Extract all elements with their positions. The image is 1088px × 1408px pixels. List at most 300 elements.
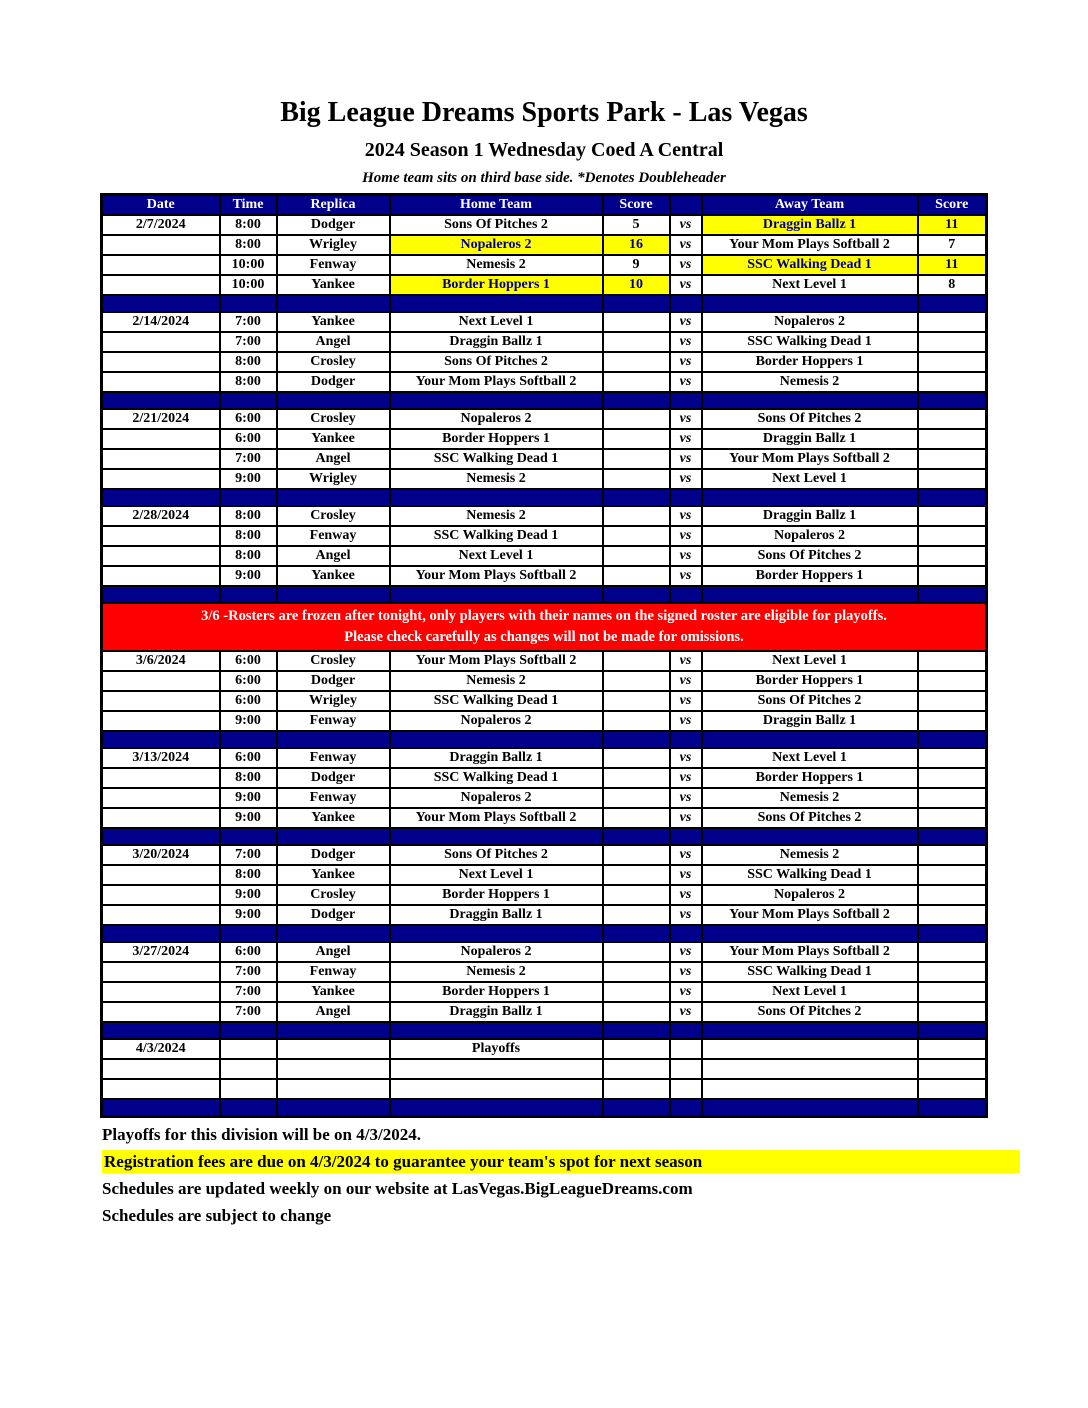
playoffs-note: Playoffs for this division will be on 4/3/2024. xyxy=(102,1124,421,1144)
separator-cell xyxy=(603,828,670,845)
vs-cell: vs xyxy=(670,808,702,828)
separator-cell xyxy=(670,828,702,845)
separator-cell xyxy=(277,489,390,506)
time-cell xyxy=(220,1079,277,1099)
home-score-cell xyxy=(603,352,670,372)
replica-cell: Angel xyxy=(277,546,390,566)
separator-cell xyxy=(918,731,987,748)
game-row xyxy=(102,469,987,489)
game-row xyxy=(102,982,987,1002)
vs-cell: vs xyxy=(670,409,702,429)
replica-cell: Dodger xyxy=(277,905,390,925)
time-cell: 6:00 xyxy=(220,942,277,962)
vs-cell: vs xyxy=(670,962,702,982)
replica-cell: Crosley xyxy=(277,506,390,526)
away-team-cell: Your Mom Plays Softball 2 xyxy=(702,905,918,925)
replica-cell: Fenway xyxy=(277,255,390,275)
vs-cell: vs xyxy=(670,312,702,332)
home-score-cell xyxy=(603,332,670,352)
away-score-cell xyxy=(918,469,987,489)
away-team-cell: Your Mom Plays Softball 2 xyxy=(702,235,918,255)
date-cell: 3/6/2024 xyxy=(102,651,220,671)
home-score-cell xyxy=(603,546,670,566)
time-cell: 6:00 xyxy=(220,651,277,671)
home-score-cell xyxy=(603,1039,670,1059)
home-team-cell: SSC Walking Dead 1 xyxy=(390,526,603,546)
away-team-cell: Draggin Ballz 1 xyxy=(702,429,918,449)
away-team-cell: SSC Walking Dead 1 xyxy=(702,255,918,275)
separator-cell xyxy=(390,392,603,409)
away-score-cell xyxy=(918,808,987,828)
separator-cell xyxy=(390,828,603,845)
game-row xyxy=(102,526,987,546)
away-team-cell: Next Level 1 xyxy=(702,275,918,295)
separator-cell xyxy=(918,586,987,603)
date-cell xyxy=(102,962,220,982)
vs-cell: vs xyxy=(670,352,702,372)
away-team-cell: Border Hoppers 1 xyxy=(702,352,918,372)
separator-cell xyxy=(702,1022,918,1039)
game-row xyxy=(102,1039,987,1059)
vs-cell: vs xyxy=(670,449,702,469)
time-cell: 7:00 xyxy=(220,845,277,865)
home-team-cell: Nemesis 2 xyxy=(390,255,603,275)
vs-cell xyxy=(670,1079,702,1099)
time-cell: 9:00 xyxy=(220,788,277,808)
replica-cell: Yankee xyxy=(277,312,390,332)
vs-cell: vs xyxy=(670,788,702,808)
home-team-cell: Nopaleros 2 xyxy=(390,235,603,255)
separator-cell xyxy=(670,586,702,603)
time-cell: 7:00 xyxy=(220,1002,277,1022)
time-cell xyxy=(220,1059,277,1079)
home-team-cell: Your Mom Plays Softball 2 xyxy=(390,372,603,392)
date-cell xyxy=(102,982,220,1002)
vs-cell: vs xyxy=(670,1002,702,1022)
game-row xyxy=(102,546,987,566)
separator-cell xyxy=(603,925,670,942)
game-row xyxy=(102,962,987,982)
date-cell xyxy=(102,1079,220,1099)
replica-cell xyxy=(277,1079,390,1099)
date-cell xyxy=(102,352,220,372)
date-cell xyxy=(102,469,220,489)
schedule-header-row xyxy=(102,194,987,215)
col-header-time: Time xyxy=(220,194,277,215)
separator-cell xyxy=(220,925,277,942)
separator-cell xyxy=(277,925,390,942)
home-score-cell: 16 xyxy=(603,235,670,255)
away-team-cell: Sons Of Pitches 2 xyxy=(702,808,918,828)
home-team-cell: Playoffs xyxy=(390,1039,603,1059)
home-score-cell xyxy=(603,651,670,671)
page-title: Big League Dreams Sports Park - Las Vegas xyxy=(280,97,808,128)
home-team-cell: Border Hoppers 1 xyxy=(390,429,603,449)
home-score-cell xyxy=(603,768,670,788)
home-team-cell xyxy=(390,1059,603,1079)
replica-cell: Angel xyxy=(277,449,390,469)
separator-row xyxy=(102,925,987,942)
time-cell: 8:00 xyxy=(220,235,277,255)
time-cell: 6:00 xyxy=(220,691,277,711)
date-cell: 3/27/2024 xyxy=(102,942,220,962)
date-cell xyxy=(102,1002,220,1022)
home-score-cell xyxy=(603,409,670,429)
game-row xyxy=(102,808,987,828)
away-team-cell: Nemesis 2 xyxy=(702,845,918,865)
replica-cell: Wrigley xyxy=(277,691,390,711)
date-cell xyxy=(102,255,220,275)
separator-cell xyxy=(670,731,702,748)
away-score-cell: 7 xyxy=(918,235,987,255)
away-score-cell xyxy=(918,768,987,788)
home-score-cell xyxy=(603,526,670,546)
time-cell: 7:00 xyxy=(220,449,277,469)
time-cell: 7:00 xyxy=(220,962,277,982)
separator-cell xyxy=(702,586,918,603)
date-cell: 2/21/2024 xyxy=(102,409,220,429)
website-note: Schedules are updated weekly on our website at LasVegas.BigLeagueDreams.com xyxy=(102,1179,693,1199)
separator-cell xyxy=(220,731,277,748)
home-team-cell: Nemesis 2 xyxy=(390,962,603,982)
away-score-cell xyxy=(918,312,987,332)
home-score-cell xyxy=(603,429,670,449)
away-score-cell xyxy=(918,372,987,392)
separator-cell xyxy=(390,295,603,312)
away-score-cell xyxy=(918,711,987,731)
separator-cell xyxy=(603,1022,670,1039)
away-score-cell xyxy=(918,1039,987,1059)
home-score-cell xyxy=(603,788,670,808)
time-cell: 6:00 xyxy=(220,748,277,768)
away-team-cell: Next Level 1 xyxy=(702,982,918,1002)
notice-row xyxy=(102,603,987,651)
game-row xyxy=(102,1059,987,1079)
vs-cell: vs xyxy=(670,768,702,788)
time-cell: 7:00 xyxy=(220,982,277,1002)
replica-cell: Wrigley xyxy=(277,469,390,489)
game-row xyxy=(102,255,987,275)
separator-cell xyxy=(603,586,670,603)
date-cell xyxy=(102,275,220,295)
date-cell xyxy=(102,449,220,469)
home-team-cell: Nemesis 2 xyxy=(390,469,603,489)
game-row xyxy=(102,942,987,962)
vs-cell: vs xyxy=(670,469,702,489)
separator-cell xyxy=(220,1022,277,1039)
separator-cell xyxy=(918,1099,987,1117)
home-team-cell: SSC Walking Dead 1 xyxy=(390,449,603,469)
vs-cell: vs xyxy=(670,651,702,671)
replica-cell: Yankee xyxy=(277,429,390,449)
home-score-cell: 10 xyxy=(603,275,670,295)
date-cell: 2/28/2024 xyxy=(102,506,220,526)
home-score-cell xyxy=(603,711,670,731)
home-team-cell xyxy=(390,1079,603,1099)
separator-row xyxy=(102,392,987,409)
separator-cell xyxy=(918,828,987,845)
home-score-cell xyxy=(603,885,670,905)
vs-cell: vs xyxy=(670,845,702,865)
date-cell: 2/7/2024 xyxy=(102,215,220,235)
home-score-cell xyxy=(603,566,670,586)
vs-cell: vs xyxy=(670,546,702,566)
vs-cell: vs xyxy=(670,566,702,586)
separator-cell xyxy=(603,1099,670,1117)
home-score-cell xyxy=(603,982,670,1002)
vs-cell: vs xyxy=(670,671,702,691)
date-cell: 2/14/2024 xyxy=(102,312,220,332)
game-row xyxy=(102,905,987,925)
separator-cell xyxy=(390,731,603,748)
away-score-cell xyxy=(918,671,987,691)
away-team-cell: Nopaleros 2 xyxy=(702,526,918,546)
away-score-cell xyxy=(918,506,987,526)
away-score-cell xyxy=(918,691,987,711)
away-score-cell xyxy=(918,845,987,865)
away-team-cell: SSC Walking Dead 1 xyxy=(702,332,918,352)
replica-cell: Yankee xyxy=(277,865,390,885)
vs-cell: vs xyxy=(670,711,702,731)
separator-cell xyxy=(390,586,603,603)
vs-cell xyxy=(670,1039,702,1059)
home-team-cell: Draggin Ballz 1 xyxy=(390,905,603,925)
home-team-cell: Next Level 1 xyxy=(390,312,603,332)
home-score-cell xyxy=(603,808,670,828)
page-note: Home team sits on third base side. *Denotes Doubleheader xyxy=(362,169,726,186)
date-cell: 4/3/2024 xyxy=(102,1039,220,1059)
home-team-cell: Your Mom Plays Softball 2 xyxy=(390,808,603,828)
replica-cell: Crosley xyxy=(277,651,390,671)
separator-cell xyxy=(670,489,702,506)
home-team-cell: Nopaleros 2 xyxy=(390,711,603,731)
away-score-cell xyxy=(918,788,987,808)
time-cell: 6:00 xyxy=(220,671,277,691)
separator-row xyxy=(102,586,987,603)
date-cell xyxy=(102,788,220,808)
replica-cell: Yankee xyxy=(277,808,390,828)
home-team-cell: Nopaleros 2 xyxy=(390,409,603,429)
date-cell xyxy=(102,429,220,449)
col-header-home-score: Score xyxy=(603,194,670,215)
replica-cell: Crosley xyxy=(277,409,390,429)
separator-cell xyxy=(102,1022,220,1039)
home-score-cell: 5 xyxy=(603,215,670,235)
replica-cell: Fenway xyxy=(277,788,390,808)
separator-cell xyxy=(603,489,670,506)
home-score-cell xyxy=(603,905,670,925)
separator-cell xyxy=(670,392,702,409)
away-team-cell: Border Hoppers 1 xyxy=(702,671,918,691)
replica-cell: Dodger xyxy=(277,768,390,788)
home-score-cell xyxy=(603,962,670,982)
away-team-cell: Next Level 1 xyxy=(702,748,918,768)
separator-row xyxy=(102,1022,987,1039)
vs-cell: vs xyxy=(670,372,702,392)
date-cell xyxy=(102,566,220,586)
separator-cell xyxy=(918,925,987,942)
game-row xyxy=(102,506,987,526)
away-team-cell: Nopaleros 2 xyxy=(702,312,918,332)
away-team-cell xyxy=(702,1079,918,1099)
home-score-cell xyxy=(603,748,670,768)
replica-cell: Fenway xyxy=(277,711,390,731)
replica-cell: Angel xyxy=(277,1002,390,1022)
separator-cell xyxy=(702,392,918,409)
date-cell xyxy=(102,691,220,711)
home-score-cell xyxy=(603,691,670,711)
game-row xyxy=(102,332,987,352)
separator-cell xyxy=(670,295,702,312)
separator-cell xyxy=(102,295,220,312)
game-row xyxy=(102,885,987,905)
separator-cell xyxy=(390,489,603,506)
time-cell: 8:00 xyxy=(220,506,277,526)
home-score-cell: 9 xyxy=(603,255,670,275)
vs-cell: vs xyxy=(670,275,702,295)
home-team-cell: Nemesis 2 xyxy=(390,506,603,526)
vs-cell: vs xyxy=(670,885,702,905)
home-team-cell: Nopaleros 2 xyxy=(390,788,603,808)
away-score-cell xyxy=(918,429,987,449)
away-score-cell xyxy=(918,1059,987,1079)
date-cell xyxy=(102,768,220,788)
separator-cell xyxy=(102,392,220,409)
time-cell: 10:00 xyxy=(220,275,277,295)
separator-row xyxy=(102,295,987,312)
time-cell: 8:00 xyxy=(220,546,277,566)
separator-cell xyxy=(220,489,277,506)
home-score-cell xyxy=(603,372,670,392)
game-row xyxy=(102,275,987,295)
away-score-cell: 8 xyxy=(918,275,987,295)
vs-cell: vs xyxy=(670,865,702,885)
game-row xyxy=(102,372,987,392)
separator-row xyxy=(102,1099,987,1117)
footer xyxy=(102,1124,1088,1226)
away-score-cell xyxy=(918,748,987,768)
replica-cell: Yankee xyxy=(277,982,390,1002)
col-header-replica: Replica xyxy=(277,194,390,215)
separator-cell xyxy=(702,295,918,312)
away-score-cell xyxy=(918,1079,987,1099)
vs-cell: vs xyxy=(670,942,702,962)
home-team-cell: Border Hoppers 1 xyxy=(390,275,603,295)
time-cell: 6:00 xyxy=(220,409,277,429)
home-score-cell xyxy=(603,312,670,332)
separator-cell xyxy=(102,731,220,748)
time-cell: 9:00 xyxy=(220,711,277,731)
separator-cell xyxy=(102,1099,220,1117)
home-team-cell: Nopaleros 2 xyxy=(390,942,603,962)
registration-note: Registration fees are due on 4/3/2024 to guarantee your team's spot for next season xyxy=(102,1150,1020,1173)
game-row xyxy=(102,768,987,788)
replica-cell: Dodger xyxy=(277,215,390,235)
time-cell: 8:00 xyxy=(220,372,277,392)
separator-row xyxy=(102,828,987,845)
away-team-cell: Border Hoppers 1 xyxy=(702,566,918,586)
separator-cell xyxy=(277,392,390,409)
away-score-cell xyxy=(918,332,987,352)
away-team-cell: Draggin Ballz 1 xyxy=(702,506,918,526)
col-header-vs xyxy=(670,194,702,215)
separator-cell xyxy=(102,828,220,845)
replica-cell: Crosley xyxy=(277,352,390,372)
away-team-cell: Border Hoppers 1 xyxy=(702,768,918,788)
separator-cell xyxy=(220,1099,277,1117)
away-score-cell: 11 xyxy=(918,215,987,235)
time-cell: 9:00 xyxy=(220,808,277,828)
home-score-cell xyxy=(603,865,670,885)
game-row xyxy=(102,748,987,768)
date-cell: 3/13/2024 xyxy=(102,748,220,768)
separator-cell xyxy=(277,731,390,748)
home-team-cell: Sons Of Pitches 2 xyxy=(390,352,603,372)
separator-cell xyxy=(102,586,220,603)
col-header-away-team: Away Team xyxy=(702,194,918,215)
time-cell xyxy=(220,1039,277,1059)
col-header-home-team: Home Team xyxy=(390,194,603,215)
separator-cell xyxy=(702,489,918,506)
home-team-cell: Sons Of Pitches 2 xyxy=(390,845,603,865)
vs-cell: vs xyxy=(670,429,702,449)
away-score-cell xyxy=(918,449,987,469)
home-team-cell: Sons Of Pitches 2 xyxy=(390,215,603,235)
game-row xyxy=(102,671,987,691)
date-cell xyxy=(102,526,220,546)
away-team-cell: SSC Walking Dead 1 xyxy=(702,865,918,885)
replica-cell: Angel xyxy=(277,332,390,352)
home-team-cell: Nemesis 2 xyxy=(390,671,603,691)
date-cell xyxy=(102,905,220,925)
vs-cell: vs xyxy=(670,748,702,768)
game-row xyxy=(102,312,987,332)
away-team-cell: Nopaleros 2 xyxy=(702,885,918,905)
away-score-cell xyxy=(918,651,987,671)
col-header-date: Date xyxy=(102,194,220,215)
date-cell: 3/20/2024 xyxy=(102,845,220,865)
away-score-cell xyxy=(918,526,987,546)
game-row xyxy=(102,1079,987,1099)
time-cell: 8:00 xyxy=(220,215,277,235)
game-row xyxy=(102,429,987,449)
game-row xyxy=(102,691,987,711)
separator-row xyxy=(102,489,987,506)
home-team-cell: Draggin Ballz 1 xyxy=(390,1002,603,1022)
away-team-cell: Next Level 1 xyxy=(702,651,918,671)
away-team-cell: Sons Of Pitches 2 xyxy=(702,691,918,711)
vs-cell: vs xyxy=(670,905,702,925)
separator-cell xyxy=(277,1099,390,1117)
schedule-table xyxy=(100,193,988,1118)
away-team-cell: Next Level 1 xyxy=(702,469,918,489)
separator-cell xyxy=(220,392,277,409)
separator-cell xyxy=(102,925,220,942)
time-cell: 7:00 xyxy=(220,332,277,352)
away-team-cell: Nemesis 2 xyxy=(702,372,918,392)
separator-cell xyxy=(603,295,670,312)
away-team-cell xyxy=(702,1059,918,1079)
game-row xyxy=(102,1002,987,1022)
separator-cell xyxy=(277,586,390,603)
home-team-cell: Draggin Ballz 1 xyxy=(390,332,603,352)
separator-cell xyxy=(702,828,918,845)
home-team-cell: Your Mom Plays Softball 2 xyxy=(390,651,603,671)
home-team-cell: Draggin Ballz 1 xyxy=(390,748,603,768)
game-row xyxy=(102,352,987,372)
home-score-cell xyxy=(603,1079,670,1099)
away-team-cell: Draggin Ballz 1 xyxy=(702,215,918,235)
